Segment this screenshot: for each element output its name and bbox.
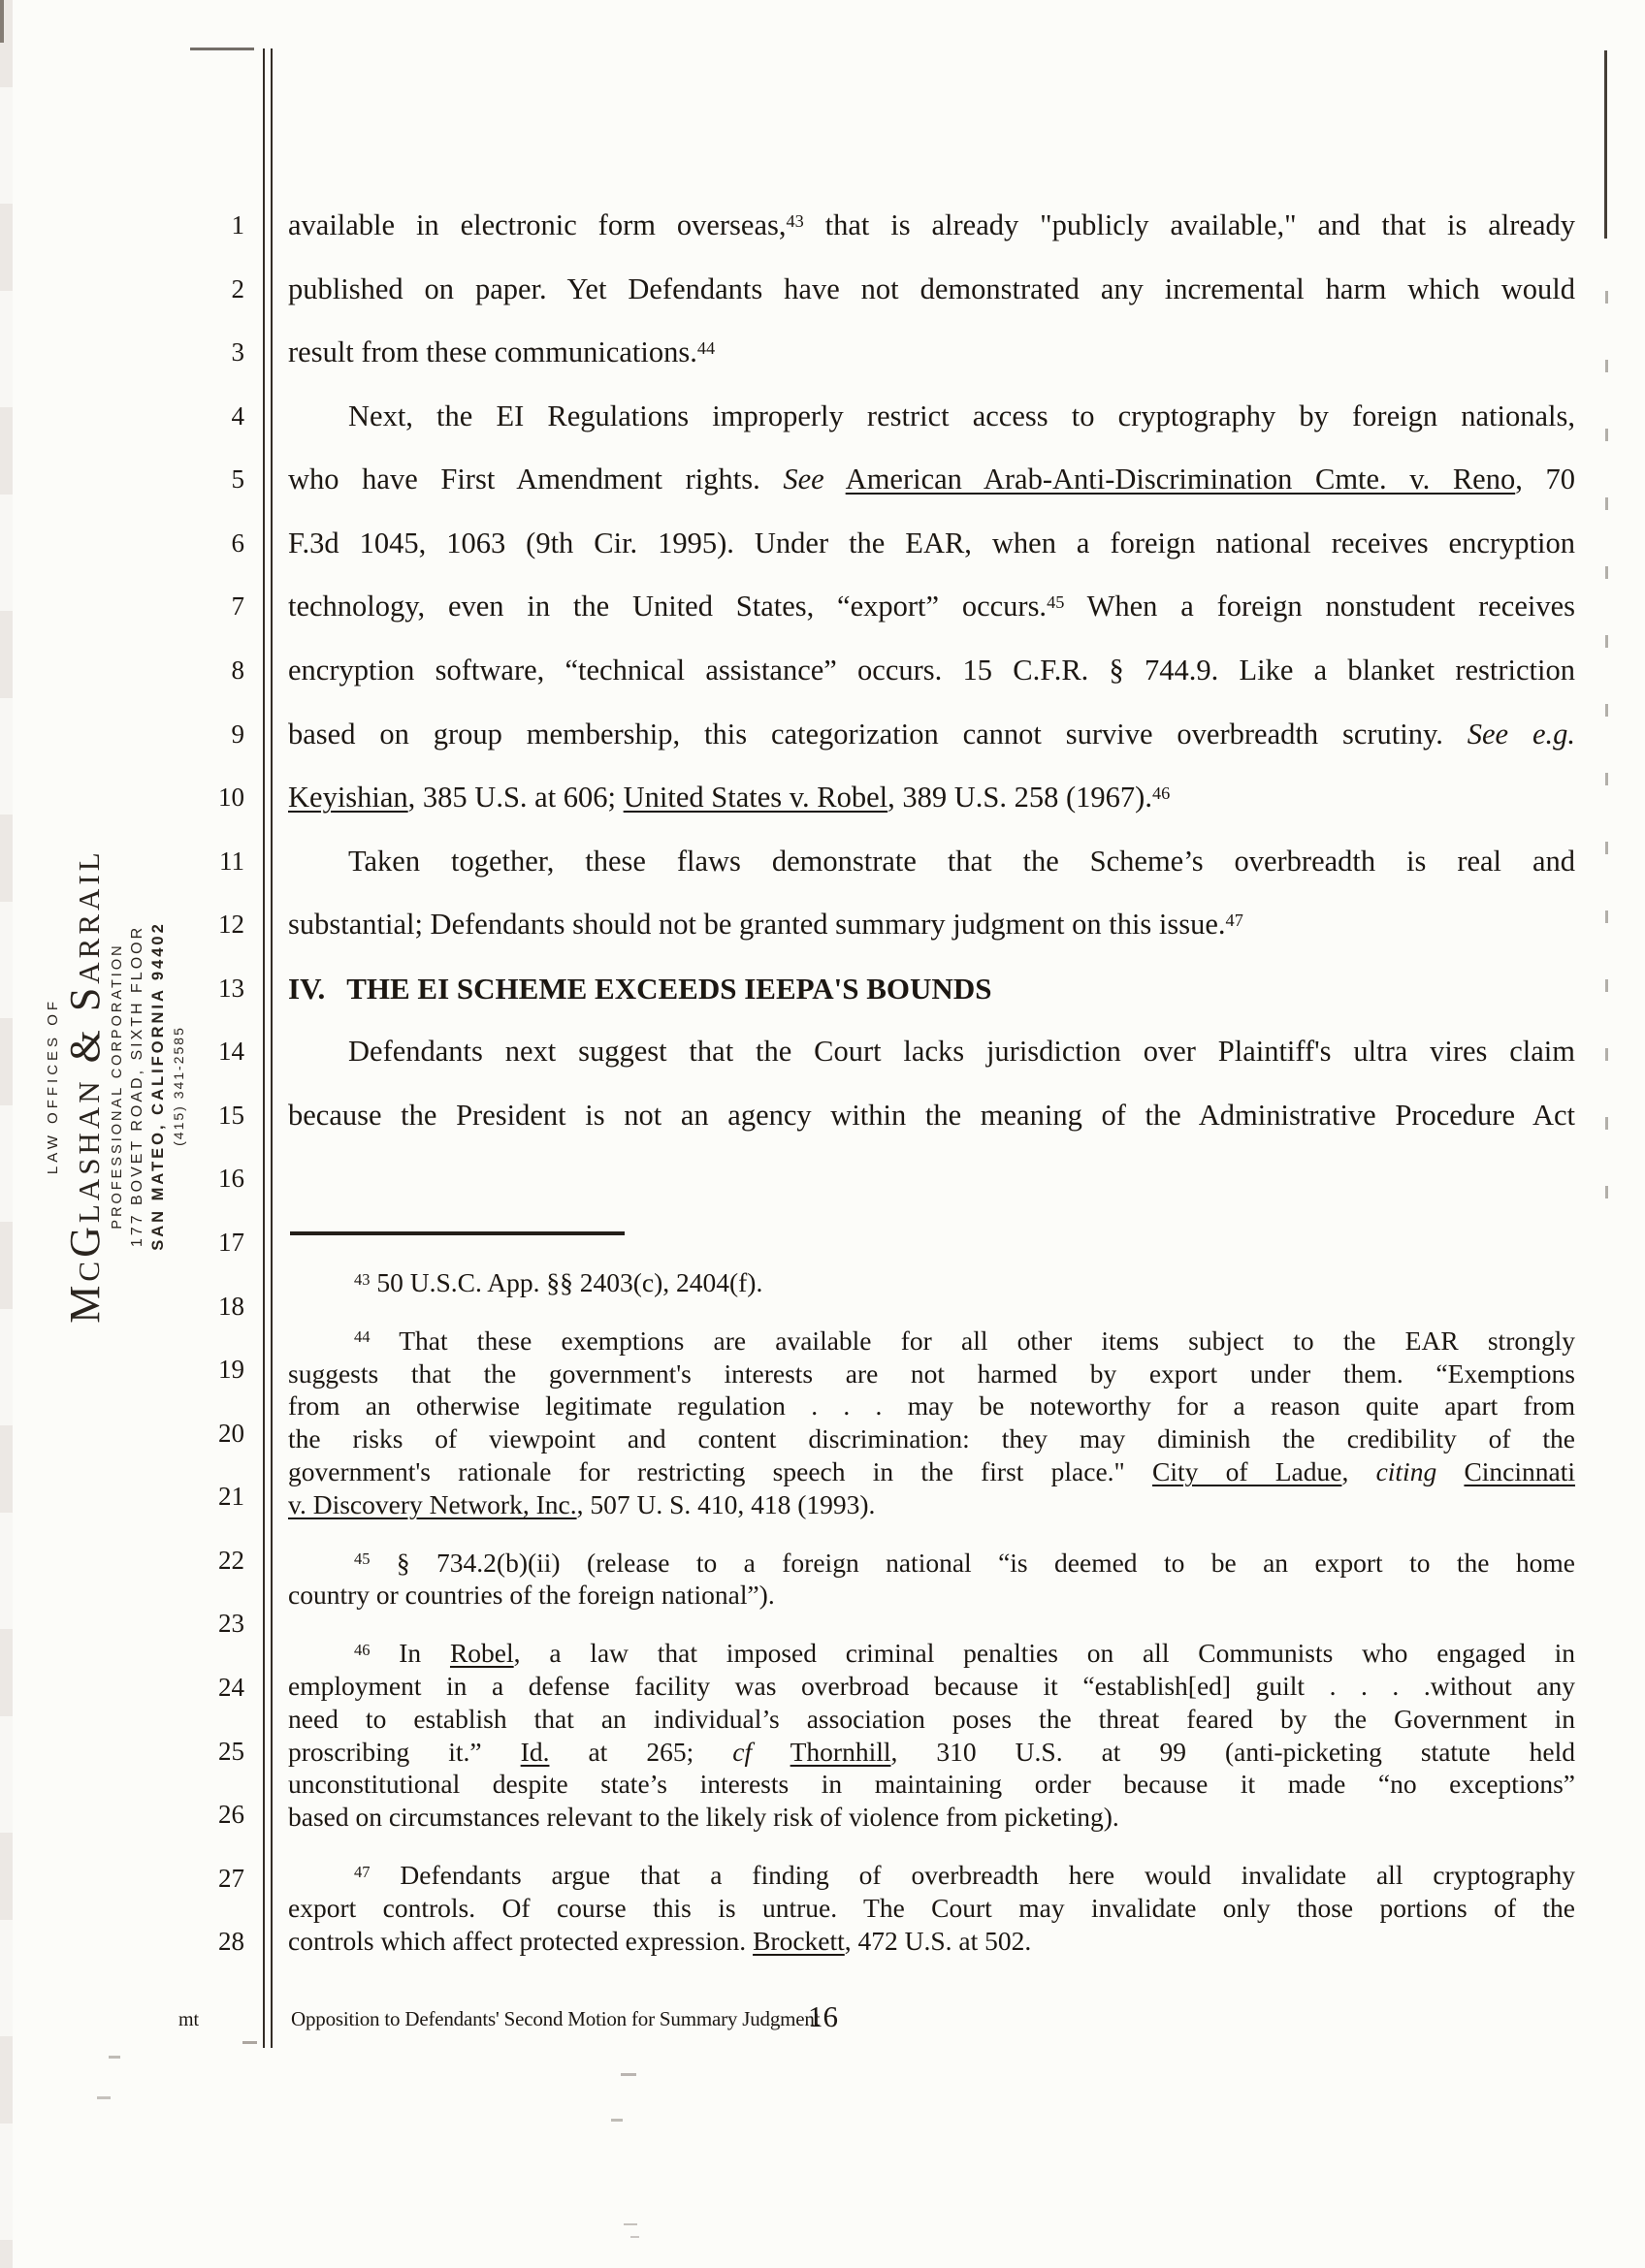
law-firm-block bbox=[45, 669, 186, 1503]
text-segment: citing bbox=[1375, 1455, 1437, 1486]
line-number: 7 bbox=[231, 591, 244, 622]
body-line bbox=[288, 321, 1575, 385]
line-number-column bbox=[194, 194, 244, 1974]
line-number: 25 bbox=[218, 1736, 244, 1766]
text-segment bbox=[1436, 1456, 1464, 1486]
pleading-double-rule bbox=[263, 48, 273, 2048]
text-segment: technology, even in the United States, “export” occurs. bbox=[288, 590, 1048, 623]
footnote-line bbox=[288, 1390, 1575, 1422]
page-footer bbox=[0, 1999, 1645, 2048]
text-segment: That these exemptions are available for all other items subject to the EAR strongly bbox=[370, 1325, 1575, 1356]
text-segment: need to establish that an individual’s association poses the threat feared by the Government in bbox=[288, 1703, 1575, 1734]
text-segment: government's rationale for restricting speech in the first place." bbox=[288, 1455, 1152, 1486]
footnote-line bbox=[288, 1801, 1575, 1834]
line-number: 3 bbox=[231, 337, 244, 367]
footnote-line bbox=[288, 1358, 1575, 1390]
line-number: 27 bbox=[218, 1863, 244, 1893]
line-number: 13 bbox=[218, 973, 244, 1003]
text-segment: encryption software, “technical assistance” occurs. 15 C.F.R. § 744.9. Like a blanket restriction bbox=[288, 653, 1575, 687]
line-number: 26 bbox=[218, 1800, 244, 1830]
footnotes bbox=[288, 1266, 1575, 1957]
line-number: 10 bbox=[218, 783, 244, 813]
firm-address-street: 177 BOVET ROAD, SIXTH FLOOR bbox=[129, 924, 145, 1248]
text-segment: , a law that imposed criminal penalties on all Communists who engaged in bbox=[513, 1638, 1575, 1669]
text-segment: , 310 U.S. at 99 (anti-picketing statute held bbox=[890, 1736, 1575, 1767]
footnote-line bbox=[288, 1266, 1575, 1299]
footnote-reference: 43 bbox=[354, 1269, 371, 1289]
text-segment: from an otherwise legitimate regulation . . . may be noteworthy for a reason quite apart from bbox=[288, 1390, 1575, 1421]
line-number: 24 bbox=[218, 1672, 244, 1702]
body-line bbox=[288, 448, 1575, 512]
scan-dash-mark bbox=[611, 2119, 623, 2122]
footnote bbox=[288, 1637, 1575, 1834]
scan-dash-mark bbox=[624, 2223, 637, 2225]
body-line bbox=[288, 385, 1575, 449]
footnote-reference: 45 bbox=[1047, 592, 1065, 613]
case-citation: Keyishian bbox=[288, 781, 408, 815]
scan-dash-mark bbox=[630, 2236, 639, 2238]
scan-edge-artifact bbox=[0, 0, 13, 2268]
case-citation: Brockett bbox=[753, 1925, 845, 1956]
text-segment: at 265; bbox=[549, 1736, 733, 1767]
footer-document-title: Opposition to Defendants' Second Motion for Summary Judgment bbox=[291, 2007, 821, 2030]
body-text bbox=[288, 194, 1575, 1147]
text-segment: § 734.2(b)(ii) (release to a foreign national “is deemed to be an export to the home bbox=[370, 1547, 1575, 1578]
firm-name: McGlashan & Sarrail bbox=[61, 848, 109, 1324]
footnote-line bbox=[288, 1325, 1575, 1358]
footer-initials: mt bbox=[178, 2009, 200, 2030]
case-citation: Thornhill bbox=[790, 1736, 891, 1767]
text-segment: published on paper. Yet Defendants have not demonstrated any incremental harm which would bbox=[288, 272, 1575, 305]
footnote-reference: 45 bbox=[354, 1549, 371, 1569]
heading-gap bbox=[325, 998, 346, 999]
footnote-line bbox=[288, 1488, 1575, 1521]
case-citation: United States v. Robel bbox=[623, 781, 888, 815]
footer-page-number: 16 bbox=[808, 1999, 838, 2033]
text-segment: suggests that the government's interests are not harmed by export under them. “Exemptions bbox=[288, 1358, 1575, 1389]
line-number: 17 bbox=[218, 1228, 244, 1257]
footnote bbox=[288, 1547, 1575, 1613]
scan-top-mark bbox=[190, 48, 254, 50]
footnote bbox=[288, 1266, 1575, 1299]
case-citation: Robel bbox=[449, 1638, 514, 1669]
scan-dash-mark bbox=[109, 2056, 120, 2059]
line-number: 4 bbox=[231, 400, 244, 431]
right-margin-dashes bbox=[1605, 291, 1608, 1217]
footnote bbox=[288, 1859, 1575, 1957]
footnote-line bbox=[288, 1736, 1575, 1769]
firm-corporation-label: PROFESSIONAL CORPORATION bbox=[110, 942, 125, 1230]
footnote-line bbox=[288, 1703, 1575, 1736]
footnote-line bbox=[288, 1670, 1575, 1703]
line-number: 22 bbox=[218, 1545, 244, 1575]
text-segment: In bbox=[370, 1638, 450, 1669]
footnote-reference: 43 bbox=[786, 210, 804, 231]
footnote-line bbox=[288, 1547, 1575, 1580]
text-segment: , 507 U. S. 410, 418 (1993). bbox=[576, 1488, 876, 1519]
footnote-line bbox=[288, 1579, 1575, 1612]
text-segment: cf bbox=[732, 1736, 753, 1767]
text-segment: , 472 U.S. at 502. bbox=[844, 1925, 1032, 1956]
footnote-reference: 47 bbox=[354, 1862, 371, 1881]
footnote-reference: 44 bbox=[354, 1327, 371, 1347]
footnote-reference: 46 bbox=[1151, 783, 1171, 803]
text-segment: result from these communications. bbox=[288, 335, 697, 369]
footnote-reference: 46 bbox=[354, 1640, 371, 1659]
footnote-line bbox=[288, 1637, 1575, 1670]
text-segment: , 70 bbox=[1515, 463, 1575, 496]
line-number: 11 bbox=[219, 846, 244, 876]
text-segment: Defendants next suggest that the Court lacks jurisdiction over Plaintiff's ultra vires claim bbox=[348, 1035, 1575, 1069]
text-segment: See bbox=[783, 463, 824, 496]
body-line bbox=[288, 194, 1575, 258]
text-segment: who have First Amendment rights. bbox=[288, 463, 784, 496]
line-number: 6 bbox=[231, 527, 244, 558]
footnote-separator bbox=[290, 1231, 625, 1235]
footnote-line bbox=[288, 1422, 1575, 1455]
text-segment: the risks of viewpoint and content discrimination: they may diminish the credibility of the bbox=[288, 1423, 1575, 1454]
footnote-line bbox=[288, 1455, 1575, 1488]
body-line bbox=[288, 1084, 1575, 1148]
text-segment: Taken together, these flaws demonstrate that the Scheme’s overbreadth is real and bbox=[348, 844, 1575, 878]
body-line bbox=[288, 830, 1575, 894]
footnote-reference: 47 bbox=[1225, 910, 1243, 930]
text-segment: based on group membership, this categorization cannot survive overbreadth scrutiny. bbox=[288, 717, 1468, 751]
text-segment: controls which affect protected expression. bbox=[288, 1925, 754, 1956]
line-number: 20 bbox=[218, 1418, 244, 1448]
footnote-line bbox=[288, 1925, 1575, 1958]
line-number: 28 bbox=[218, 1927, 244, 1957]
text-segment: F.3d 1045, 1063 (9th Cir. 1995). Under the EAR, when a foreign national receives encryption bbox=[288, 526, 1575, 559]
text-segment: When a foreign nonstudent receives bbox=[1064, 590, 1576, 623]
text-segment: 50 U.S.C. App. §§ 2403(c), 2404(f). bbox=[370, 1267, 763, 1297]
footnote-reference: 44 bbox=[696, 337, 716, 358]
text-segment: unconstitutional despite state’s interests in maintaining order because it made “no exceptions” bbox=[288, 1769, 1575, 1800]
case-citation: Cincinnati bbox=[1464, 1455, 1576, 1486]
line-number: 19 bbox=[218, 1355, 244, 1385]
firm-phone: (415) 341-2585 bbox=[171, 1026, 186, 1146]
line-number: 14 bbox=[218, 1037, 244, 1067]
line-number: 1 bbox=[231, 210, 244, 240]
line-number: 5 bbox=[231, 464, 244, 495]
line-number: 21 bbox=[218, 1482, 244, 1512]
footnote-line bbox=[288, 1892, 1575, 1925]
line-number: 9 bbox=[231, 719, 244, 749]
text-segment: Next, the EI Regulations improperly restrict access to cryptography by foreign nationals, bbox=[348, 399, 1575, 432]
text-segment: IV. bbox=[288, 971, 326, 1006]
text-segment: substantial; Defendants should not be granted summary judgment on this issue. bbox=[288, 908, 1226, 942]
text-segment: Defendants argue that a finding of overbreadth here would invalidate all cryptography bbox=[370, 1859, 1575, 1890]
body-line bbox=[288, 893, 1575, 957]
firm-address-city: SAN MATEO, CALIFORNIA 94402 bbox=[149, 921, 167, 1251]
text-segment: proscribing it.” bbox=[288, 1736, 521, 1767]
line-number: 18 bbox=[218, 1291, 244, 1321]
body-line bbox=[288, 575, 1575, 639]
text-segment: country or countries of the foreign national”). bbox=[288, 1580, 775, 1611]
text-segment: , bbox=[1341, 1455, 1376, 1486]
text-segment: because the President is not an agency within the meaning of the Administrative Procedure Act bbox=[288, 1098, 1575, 1132]
footnote-line bbox=[288, 1859, 1575, 1892]
text-segment bbox=[752, 1737, 790, 1767]
body-line bbox=[288, 512, 1575, 576]
footnote-line bbox=[288, 1768, 1575, 1801]
case-citation: American Arab-Anti-Discrimination Cmte. v. Reno bbox=[845, 463, 1516, 496]
case-citation: City of Ladue bbox=[1152, 1455, 1342, 1486]
case-citation: Id. bbox=[520, 1736, 550, 1767]
scan-dash-mark bbox=[621, 2073, 636, 2076]
text-segment bbox=[824, 463, 846, 495]
body-line bbox=[288, 258, 1575, 322]
text-segment: that is already "publicly available," and that is already bbox=[803, 208, 1575, 241]
line-number: 8 bbox=[231, 655, 244, 685]
body-line bbox=[288, 766, 1575, 830]
line-number: 16 bbox=[218, 1164, 244, 1194]
case-citation: v. Discovery Network, Inc. bbox=[288, 1488, 577, 1519]
scan-corner-mark bbox=[0, 0, 4, 43]
line-number: 23 bbox=[218, 1609, 244, 1639]
footnote-block bbox=[288, 1220, 1575, 1982]
body-line bbox=[288, 1020, 1575, 1084]
law-offices-of-label: LAW OFFICES OF bbox=[45, 997, 61, 1175]
body-line bbox=[288, 639, 1575, 703]
line-number: 12 bbox=[218, 910, 244, 940]
footnote bbox=[288, 1325, 1575, 1521]
text-segment: based on circumstances relevant to the likely risk of violence from picketing). bbox=[288, 1802, 1119, 1833]
text-segment: , 389 U.S. 258 (1967). bbox=[887, 781, 1152, 815]
section-heading bbox=[288, 957, 1575, 1021]
text-segment: available in electronic form overseas, bbox=[288, 208, 787, 241]
line-number: 2 bbox=[231, 273, 244, 303]
text-segment: employment in a defense facility was overbroad because it “establish[ed] guilt . . . .without any bbox=[288, 1670, 1575, 1701]
body-line bbox=[288, 703, 1575, 767]
text-segment: export controls. Of course this is untrue. The Court may invalidate only those portions of the bbox=[288, 1892, 1575, 1923]
right-margin-line bbox=[1604, 50, 1607, 239]
scan-dash-mark bbox=[97, 2096, 111, 2099]
line-number: 15 bbox=[218, 1100, 244, 1130]
text-segment: THE EI SCHEME EXCEEDS IEEPA'S BOUNDS bbox=[346, 971, 992, 1006]
text-segment: See e.g. bbox=[1467, 717, 1575, 751]
text-segment: , 385 U.S. at 606; bbox=[407, 781, 624, 815]
